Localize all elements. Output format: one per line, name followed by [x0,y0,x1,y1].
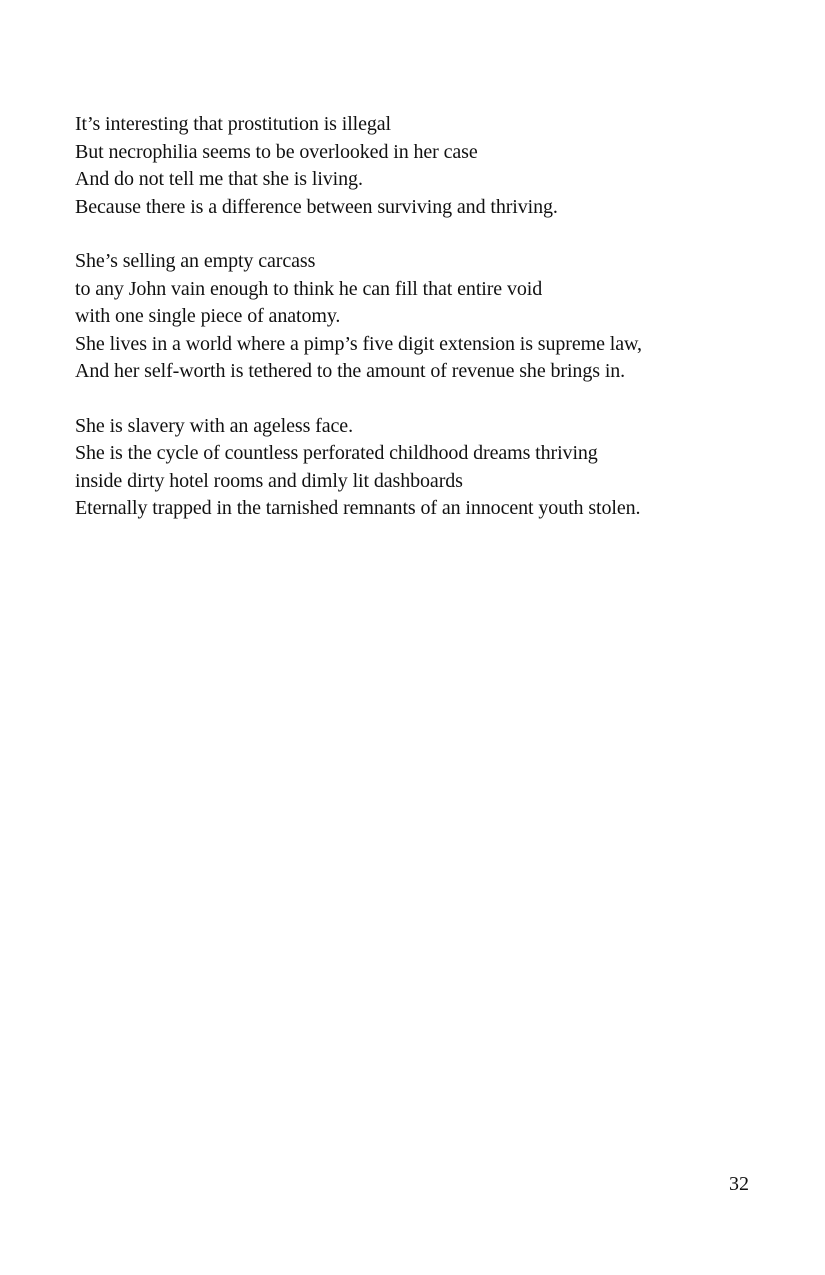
poem-line: to any John vain enough to think he can fill that entire void [75,277,543,300]
poem-line: And do not tell me that she is living. [75,168,363,190]
poem-line: with one single piece of anatomy. [75,305,341,327]
poem-line: And her self-worth is tethered to the amount of revenue she brings in. [75,360,626,382]
poem-line: It’s interesting that prostitution is illegal [75,113,392,135]
poem-line: She’s selling an empty carcass [75,250,316,272]
poem-body [75,111,775,550]
poem-line: She is the cycle of countless perforated childhood dreams thriving [75,442,598,464]
stanza-1 [75,111,775,221]
poem-line: She lives in a world where a pimp’s five digit extension is supreme law, [75,332,642,355]
poem-line: Because there is a difference between surviving and thriving. [75,195,558,218]
poem-line: She is slavery with an ageless face. [75,414,353,437]
poem-line: Eternally trapped in the tarnished remnants of an innocent youth stolen. [75,497,641,519]
page-number: 32 [729,1173,749,1195]
poem-line: inside dirty hotel rooms and dimly lit dashboards [75,469,463,492]
stanza-3 [75,413,775,523]
stanza-2 [75,248,775,386]
poem-line: But necrophilia seems to be overlooked in her case [75,140,478,163]
